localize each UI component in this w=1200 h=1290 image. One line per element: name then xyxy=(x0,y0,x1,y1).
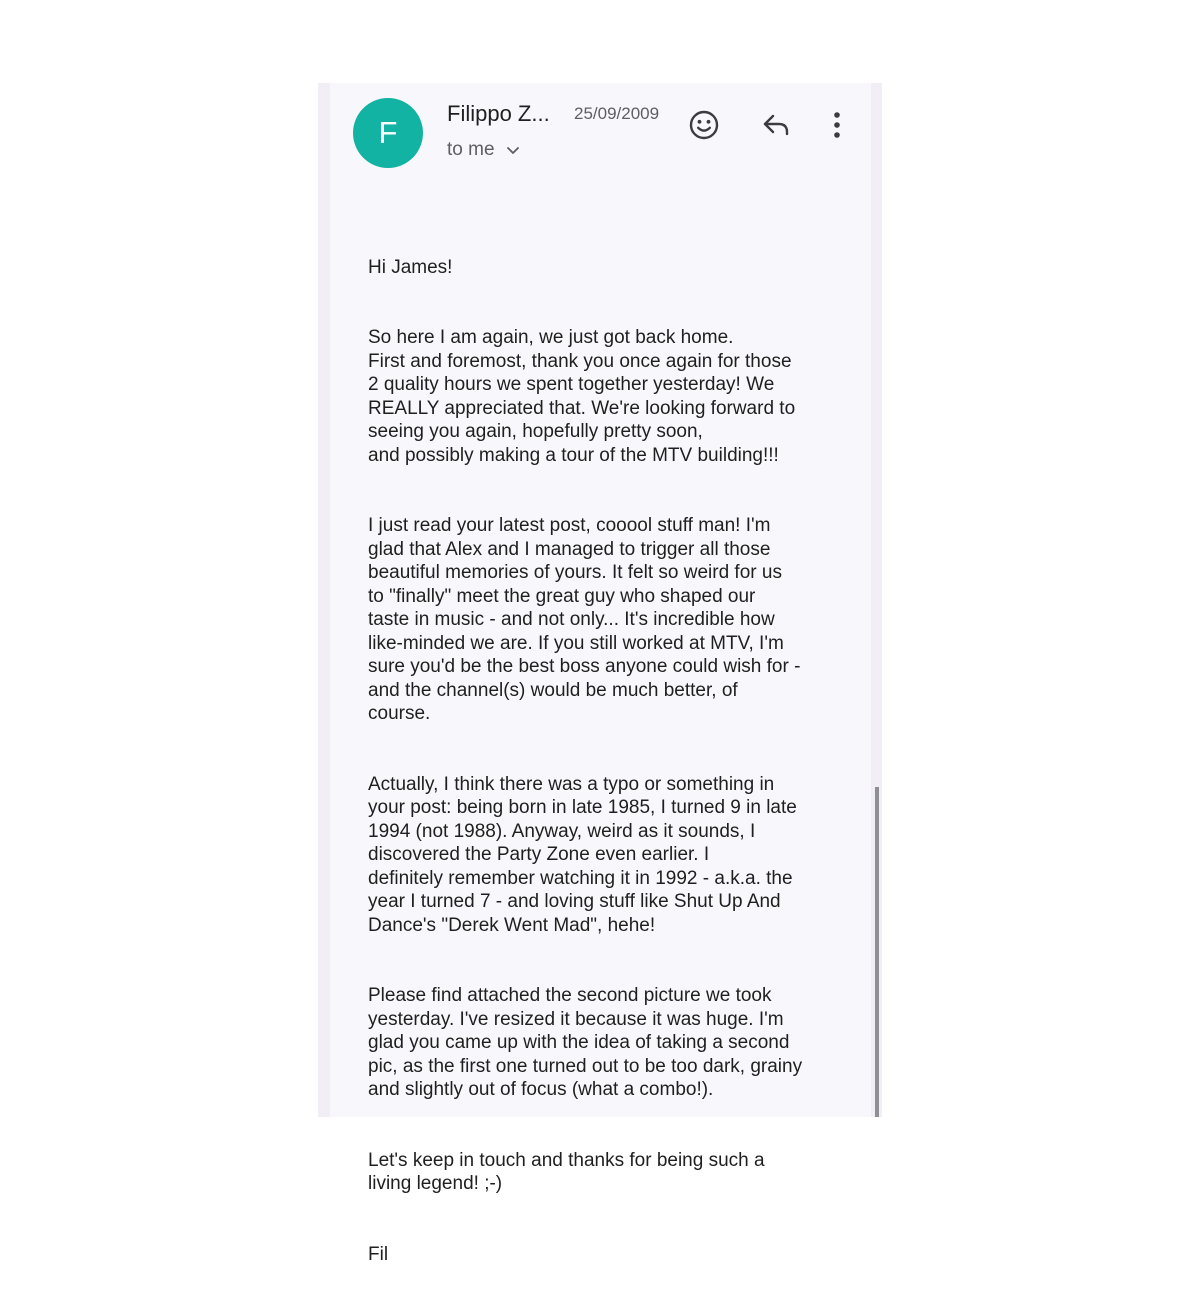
message-body xyxy=(368,232,848,1290)
message-paragraph: Actually, I think there was a typo or something in your post: being born in late 1985, I turned 9 in late 1994 (not 1988). Anyway, weird as it sounds, I discovered the Party Zone even earlier. I definitely remember watching it in 1992 - a.k.a. the year I turned 7 - and loving stuff like Shut Up And Dance's "Derek Went Mad", hehe! xyxy=(368,773,797,936)
message-date: 25/09/2009 xyxy=(574,104,660,123)
reply-icon xyxy=(760,109,792,146)
email-view xyxy=(318,83,882,1265)
message-paragraph: Let's keep in touch and thanks for being such a living legend! ;-) xyxy=(368,1149,765,1194)
sender-name[interactable]: Filippo Z... xyxy=(447,101,550,126)
recipient-details-toggle[interactable] xyxy=(447,139,521,161)
message-paragraph: So here I am again, we just got back home. First and foremost, thank you once again for those 2 quality hours we spent together yesterday! We REALLY appreciated that. We're looking forward to seeing you again, hopefully pretty soon, and possibly making a tour of the MTV building!!! xyxy=(368,327,796,466)
more-options-button[interactable] xyxy=(819,109,855,145)
recipient-label: to me xyxy=(447,139,495,160)
chevron-down-icon xyxy=(505,142,521,158)
more-vertical-icon xyxy=(831,110,843,145)
add-reaction-button[interactable] xyxy=(686,109,722,145)
message-paragraph: Please find attached the second picture we took yesterday. I've resized it because it was huge. I'm glad you came up with the idea of taking a second pic, as the first one turned out to be too dark, grainy and slightly out of focus (what a combo!). xyxy=(368,985,803,1100)
message-card xyxy=(330,83,871,1265)
reply-button[interactable] xyxy=(758,109,794,145)
scrollbar-thumb[interactable] xyxy=(875,787,879,1117)
greeting: Hi James! xyxy=(368,256,453,278)
sender-avatar[interactable]: F xyxy=(353,98,423,168)
message-paragraph: I just read your latest post, cooool stuff man! I'm glad that Alex and I managed to trigger all those beautiful memories of yours. It felt so weird for us to "finally" meet the great guy who shaped our taste in music - and not only... It's incredible how like-minded we are. If you still worked at MTV, I'm sure you'd be the best boss anyone could wish for - and the channel(s) would be much better, of course. xyxy=(368,515,801,724)
smiley-icon xyxy=(688,109,720,146)
signature: Fil xyxy=(368,1243,389,1265)
